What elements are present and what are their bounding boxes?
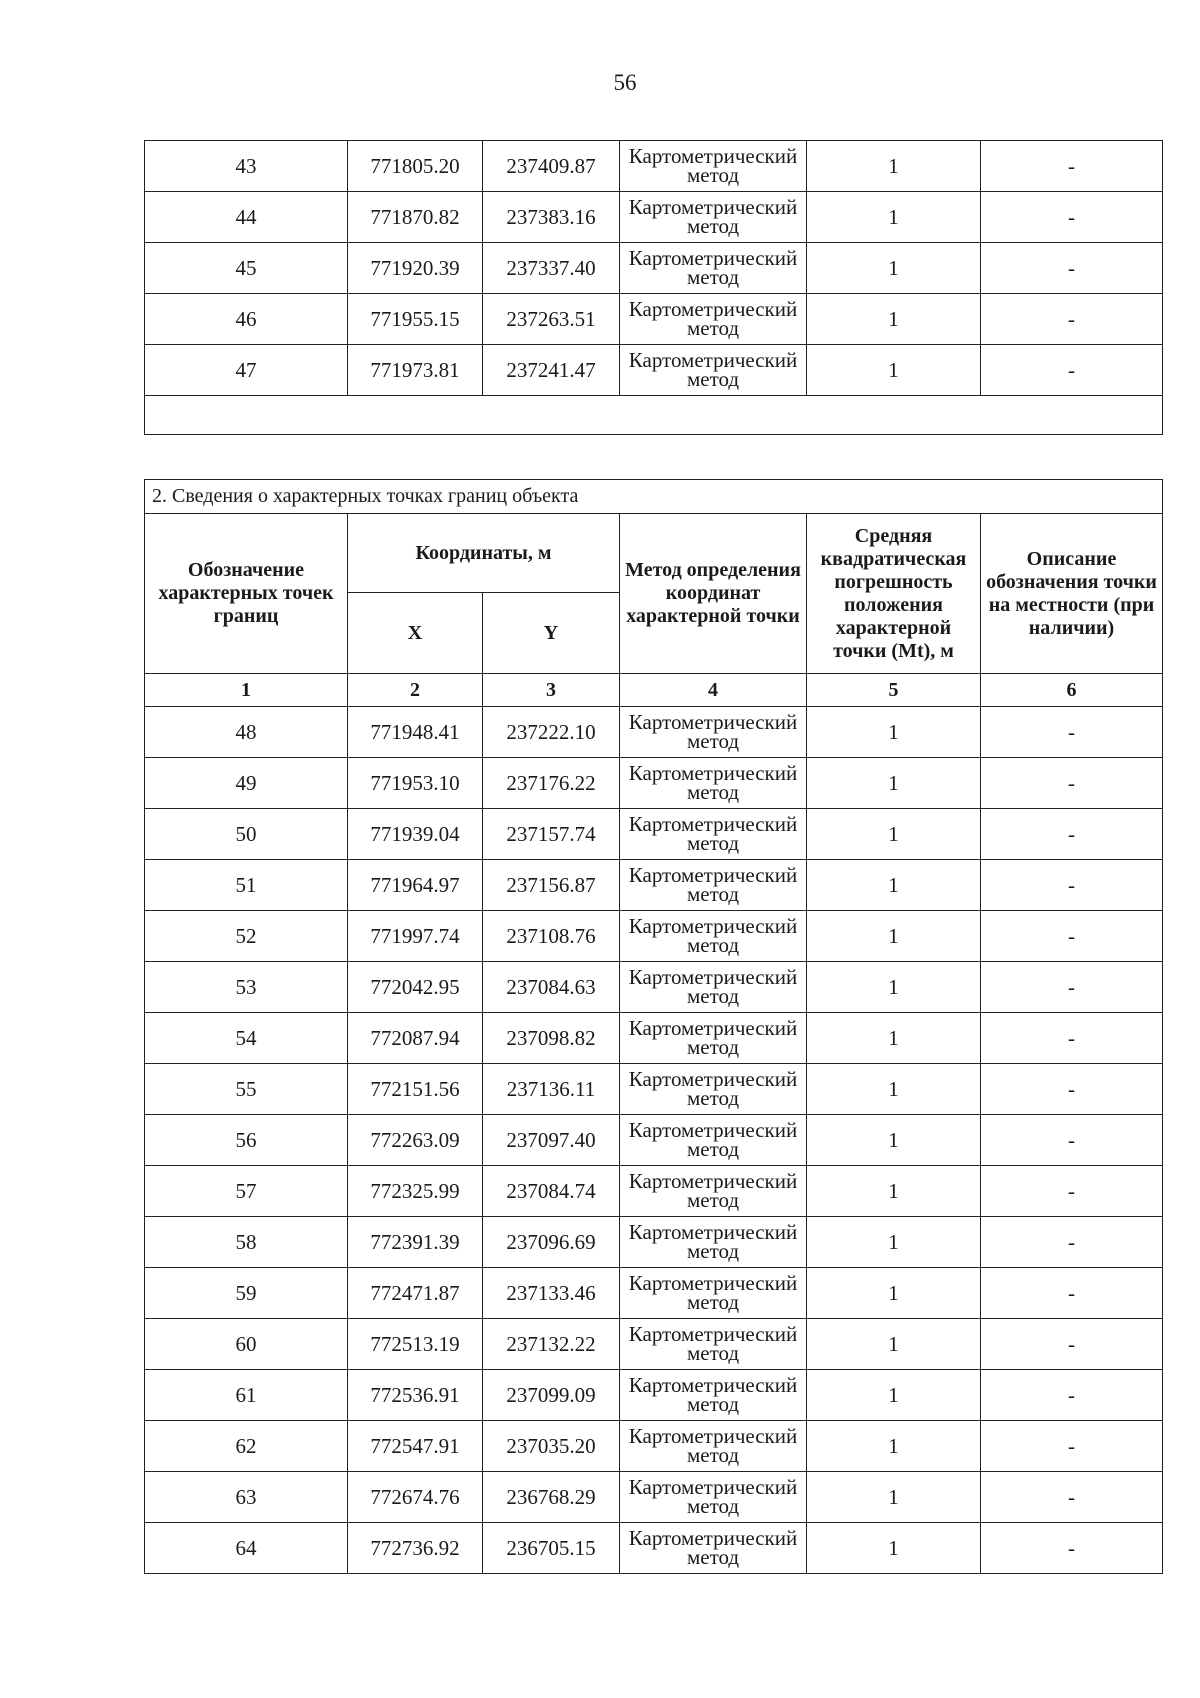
method-line2: метод — [686, 1392, 740, 1416]
header-y: Y — [483, 593, 620, 674]
coord-x: 772536.91 — [348, 1370, 483, 1421]
coord-y: 237096.69 — [483, 1217, 620, 1268]
table-row — [145, 1421, 1163, 1472]
method-line1: Картометрический — [628, 1424, 798, 1448]
point-description: - — [981, 809, 1163, 860]
method-line1: Картометрический — [628, 195, 798, 219]
table-row — [145, 1370, 1163, 1421]
coord-x: 771997.74 — [348, 911, 483, 962]
point-number: 55 — [145, 1064, 348, 1115]
method-line2: метод — [686, 1290, 740, 1314]
method-line1: Картометрический — [628, 812, 798, 836]
method — [620, 1064, 807, 1115]
column-number-row — [145, 674, 1163, 707]
point-description: - — [981, 1319, 1163, 1370]
point-number: 64 — [145, 1523, 348, 1574]
method — [620, 1421, 807, 1472]
method — [620, 911, 807, 962]
method-line2: метод — [686, 214, 740, 238]
header-coordinates: Координаты, м — [348, 514, 620, 593]
mean-error: 1 — [807, 192, 981, 243]
method-line1: Картометрический — [628, 1526, 798, 1550]
point-number: 45 — [145, 243, 348, 294]
mean-error: 1 — [807, 294, 981, 345]
blank-row — [145, 396, 1163, 435]
mean-error: 1 — [807, 345, 981, 396]
method-line2: метод — [686, 163, 740, 187]
mean-error: 1 — [807, 1268, 981, 1319]
point-number: 56 — [145, 1115, 348, 1166]
point-number: 51 — [145, 860, 348, 911]
method-line1: Картометрический — [628, 1067, 798, 1091]
coord-x: 771939.04 — [348, 809, 483, 860]
point-number: 47 — [145, 345, 348, 396]
column-number: 2 — [348, 674, 483, 707]
header-error: Средняя квадратическая погрешность положения характерной точки (Mt), м — [807, 514, 981, 674]
point-description: - — [981, 707, 1163, 758]
method — [620, 345, 807, 396]
coord-x: 772513.19 — [348, 1319, 483, 1370]
method-line2: метод — [686, 780, 740, 804]
method-line2: метод — [686, 1341, 740, 1365]
coord-x: 772087.94 — [348, 1013, 483, 1064]
point-description: - — [981, 1268, 1163, 1319]
column-number: 4 — [620, 674, 807, 707]
mean-error: 1 — [807, 1064, 981, 1115]
mean-error: 1 — [807, 1421, 981, 1472]
mean-error: 1 — [807, 1217, 981, 1268]
point-number: 43 — [145, 141, 348, 192]
section-title-row — [145, 480, 1163, 514]
header-method: Метод определения координат характерной точки — [620, 514, 807, 674]
table-row — [145, 294, 1163, 345]
coord-y: 237133.46 — [483, 1268, 620, 1319]
mean-error: 1 — [807, 1166, 981, 1217]
header-row — [145, 514, 1163, 593]
method — [620, 1166, 807, 1217]
coord-x: 772736.92 — [348, 1523, 483, 1574]
coord-y: 237136.11 — [483, 1064, 620, 1115]
point-description: - — [981, 192, 1163, 243]
point-description: - — [981, 243, 1163, 294]
boundary-points-table — [144, 479, 1163, 1574]
point-description: - — [981, 758, 1163, 809]
header-description: Описание обозначения точки на местности (при наличии) — [981, 514, 1163, 674]
method-line1: Картометрический — [628, 914, 798, 938]
table-row — [145, 1166, 1163, 1217]
coord-x: 771973.81 — [348, 345, 483, 396]
point-description: - — [981, 860, 1163, 911]
coord-y: 237409.87 — [483, 141, 620, 192]
method-line2: метод — [686, 882, 740, 906]
table-row — [145, 1064, 1163, 1115]
point-number: 58 — [145, 1217, 348, 1268]
coord-y: 237157.74 — [483, 809, 620, 860]
method-line2: метод — [686, 984, 740, 1008]
table-row — [145, 809, 1163, 860]
point-description: - — [981, 1472, 1163, 1523]
coord-y: 236768.29 — [483, 1472, 620, 1523]
point-number: 63 — [145, 1472, 348, 1523]
coord-y: 237263.51 — [483, 294, 620, 345]
point-number: 50 — [145, 809, 348, 860]
table-row — [145, 911, 1163, 962]
coord-y: 237035.20 — [483, 1421, 620, 1472]
coord-x: 772042.95 — [348, 962, 483, 1013]
coord-y: 237097.40 — [483, 1115, 620, 1166]
method — [620, 1217, 807, 1268]
method — [620, 758, 807, 809]
point-description: - — [981, 141, 1163, 192]
point-number: 49 — [145, 758, 348, 809]
mean-error: 1 — [807, 809, 981, 860]
point-number: 52 — [145, 911, 348, 962]
coord-x: 772471.87 — [348, 1268, 483, 1319]
method — [620, 1115, 807, 1166]
method-line2: метод — [686, 1545, 740, 1569]
method-line2: метод — [686, 831, 740, 855]
coord-x: 771805.20 — [348, 141, 483, 192]
coord-y: 237176.22 — [483, 758, 620, 809]
point-number: 60 — [145, 1319, 348, 1370]
method-line1: Картометрический — [628, 1475, 798, 1499]
method-line1: Картометрический — [628, 710, 798, 734]
method — [620, 1268, 807, 1319]
method-line2: метод — [686, 1188, 740, 1212]
method-line2: метод — [686, 1086, 740, 1110]
method-line2: метод — [686, 1443, 740, 1467]
method — [620, 809, 807, 860]
method-line1: Картометрический — [628, 144, 798, 168]
method-line1: Картометрический — [628, 1016, 798, 1040]
coord-x: 771920.39 — [348, 243, 483, 294]
mean-error: 1 — [807, 911, 981, 962]
method-line1: Картометрический — [628, 1118, 798, 1142]
method — [620, 707, 807, 758]
mean-error: 1 — [807, 1319, 981, 1370]
mean-error: 1 — [807, 860, 981, 911]
table-row — [145, 1319, 1163, 1370]
method — [620, 1319, 807, 1370]
method — [620, 192, 807, 243]
table-row — [145, 707, 1163, 758]
coord-x: 771948.41 — [348, 707, 483, 758]
coord-x: 771953.10 — [348, 758, 483, 809]
mean-error: 1 — [807, 1472, 981, 1523]
boundary-points-body — [145, 707, 1163, 1574]
method-line2: метод — [686, 933, 740, 957]
table-row — [145, 345, 1163, 396]
column-number: 5 — [807, 674, 981, 707]
method-line1: Картометрический — [628, 297, 798, 321]
point-description: - — [981, 1115, 1163, 1166]
coord-x: 772674.76 — [348, 1472, 483, 1523]
coord-x: 771964.97 — [348, 860, 483, 911]
table-row — [145, 192, 1163, 243]
point-number: 48 — [145, 707, 348, 758]
coord-y: 237337.40 — [483, 243, 620, 294]
coord-x: 771870.82 — [348, 192, 483, 243]
method-line2: метод — [686, 265, 740, 289]
table-row — [145, 1472, 1163, 1523]
column-number: 6 — [981, 674, 1163, 707]
coord-x: 772325.99 — [348, 1166, 483, 1217]
method-line1: Картометрический — [628, 1322, 798, 1346]
mean-error: 1 — [807, 707, 981, 758]
section-title: 2. Сведения о характерных точках границ объекта — [145, 480, 1163, 514]
method-line1: Картометрический — [628, 348, 798, 372]
method — [620, 1013, 807, 1064]
point-number: 53 — [145, 962, 348, 1013]
coord-y: 237222.10 — [483, 707, 620, 758]
coord-y: 237099.09 — [483, 1370, 620, 1421]
column-number: 1 — [145, 674, 348, 707]
method — [620, 1370, 807, 1421]
mean-error: 1 — [807, 1523, 981, 1574]
point-description: - — [981, 294, 1163, 345]
method-line1: Картометрический — [628, 761, 798, 785]
point-description: - — [981, 1013, 1163, 1064]
point-number: 46 — [145, 294, 348, 345]
header-x: X — [348, 593, 483, 674]
point-number: 61 — [145, 1370, 348, 1421]
mean-error: 1 — [807, 758, 981, 809]
point-description: - — [981, 962, 1163, 1013]
point-number: 57 — [145, 1166, 348, 1217]
mean-error: 1 — [807, 1370, 981, 1421]
method-line2: метод — [686, 1035, 740, 1059]
coord-x: 772151.56 — [348, 1064, 483, 1115]
mean-error: 1 — [807, 243, 981, 294]
method-line2: метод — [686, 1137, 740, 1161]
point-description: - — [981, 1166, 1163, 1217]
method-line1: Картометрический — [628, 1169, 798, 1193]
coord-y: 237108.76 — [483, 911, 620, 962]
method-line2: метод — [686, 367, 740, 391]
continuation-table-body — [145, 141, 1163, 396]
coord-y: 237383.16 — [483, 192, 620, 243]
coord-x: 772263.09 — [348, 1115, 483, 1166]
table-row — [145, 758, 1163, 809]
method-line1: Картометрический — [628, 246, 798, 270]
table-row — [145, 1013, 1163, 1064]
coord-y: 237241.47 — [483, 345, 620, 396]
continuation-table — [144, 140, 1163, 435]
page-number: 56 — [613, 70, 637, 95]
point-description: - — [981, 911, 1163, 962]
coord-y: 236705.15 — [483, 1523, 620, 1574]
table-row — [145, 1115, 1163, 1166]
method — [620, 243, 807, 294]
mean-error: 1 — [807, 141, 981, 192]
method — [620, 1523, 807, 1574]
method-line1: Картометрический — [628, 1271, 798, 1295]
coord-x: 772391.39 — [348, 1217, 483, 1268]
method-line1: Картометрический — [628, 863, 798, 887]
coord-y: 237098.82 — [483, 1013, 620, 1064]
coord-y: 237084.63 — [483, 962, 620, 1013]
method-line1: Картометрический — [628, 965, 798, 989]
table-row — [145, 243, 1163, 294]
table-row — [145, 1523, 1163, 1574]
method-line1: Картометрический — [628, 1220, 798, 1244]
method — [620, 294, 807, 345]
table-row — [145, 1268, 1163, 1319]
method — [620, 860, 807, 911]
point-description: - — [981, 1523, 1163, 1574]
method-line2: метод — [686, 316, 740, 340]
method — [620, 1472, 807, 1523]
point-description: - — [981, 1370, 1163, 1421]
point-number: 62 — [145, 1421, 348, 1472]
point-description: - — [981, 1421, 1163, 1472]
method-line2: метод — [686, 1239, 740, 1263]
method-line2: метод — [686, 1494, 740, 1518]
table-row — [145, 141, 1163, 192]
coord-y: 237132.22 — [483, 1319, 620, 1370]
method-line1: Картометрический — [628, 1373, 798, 1397]
mean-error: 1 — [807, 1013, 981, 1064]
point-description: - — [981, 345, 1163, 396]
mean-error: 1 — [807, 1115, 981, 1166]
point-number: 54 — [145, 1013, 348, 1064]
column-number: 3 — [483, 674, 620, 707]
coord-x: 772547.91 — [348, 1421, 483, 1472]
method — [620, 962, 807, 1013]
point-number: 44 — [145, 192, 348, 243]
point-description: - — [981, 1217, 1163, 1268]
mean-error: 1 — [807, 962, 981, 1013]
coord-y: 237156.87 — [483, 860, 620, 911]
header-designation: Обозначение характерных точек границ — [145, 514, 348, 674]
table-row — [145, 860, 1163, 911]
table-row — [145, 1217, 1163, 1268]
coord-x: 771955.15 — [348, 294, 483, 345]
table-row — [145, 962, 1163, 1013]
coord-y: 237084.74 — [483, 1166, 620, 1217]
method-line2: метод — [686, 729, 740, 753]
point-number: 59 — [145, 1268, 348, 1319]
method — [620, 141, 807, 192]
point-description: - — [981, 1064, 1163, 1115]
